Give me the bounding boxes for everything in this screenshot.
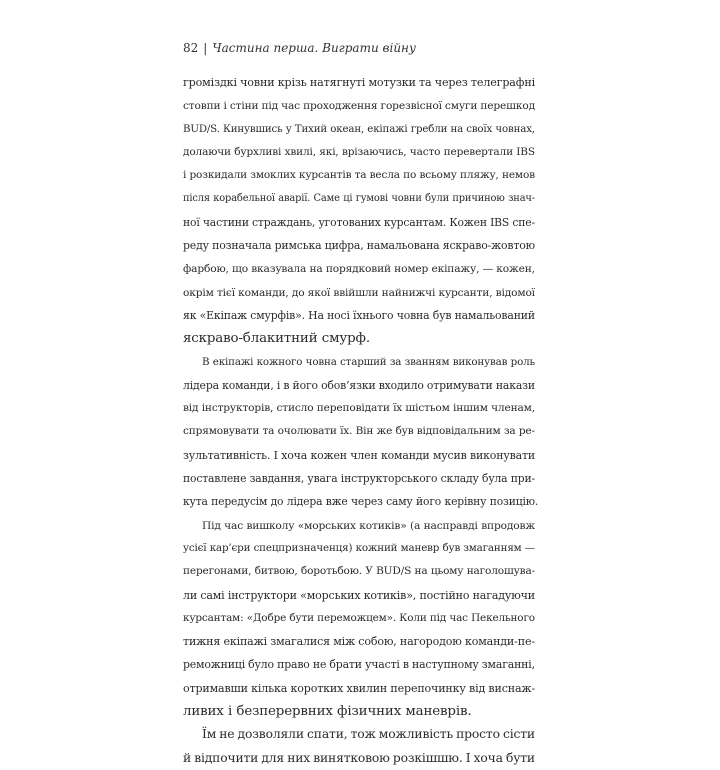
text-line: стовпи і стіни під час проходження горезвісної смуги перешкод bbox=[183, 99, 535, 113]
text-line: поставлене завдання, увага інструкторського складу була при- bbox=[183, 472, 535, 486]
text-line: окрім тієї команди, до якої ввійшли найнижчі курсанти, відомої bbox=[183, 285, 535, 299]
text-line: усієї кар’єри спецпризначенця) кожний маневр був змаганням — bbox=[183, 541, 535, 554]
header-separator: | bbox=[203, 41, 208, 55]
text-line: перегонами, битвою, боротьбою. У BUD/S на цьому наголошува- bbox=[183, 565, 535, 578]
text-line: В екіпажі кожного човна старший за званням виконував роль bbox=[202, 355, 535, 368]
text-line: спрямовувати та очолювати їх. Він же був відповідальним за ре- bbox=[183, 425, 535, 438]
text-line: і розкидали змоклих курсантів та весла по всьому пляжу, немов bbox=[183, 169, 535, 182]
text-line: ливих і безперервних фізичних маневрів. bbox=[183, 704, 472, 720]
text-line: ли самі інструктори «морських котиків», постійно нагадуючи bbox=[183, 588, 535, 602]
text-line: зультативність. І хоча кожен член команди мусив виконувати bbox=[183, 448, 535, 462]
text-line: й відпочити для них винятковою розкішшю. І хоча бути bbox=[183, 750, 535, 765]
text-line: тижня екіпажі змагалися між собою, нагородою команди-пе- bbox=[183, 635, 535, 649]
text-line: BUD/S. Кинувшись у Тихий океан, екіпажі гребли на своїх човнах, bbox=[183, 123, 535, 135]
text-line: Їм не дозволяли спати, тож можливість просто сісти bbox=[202, 727, 535, 742]
text-line: курсантам: «Добре бути переможцем». Коли під час Пекельного bbox=[183, 611, 535, 624]
text-line: реможниці було право не брати участі в наступному змаганні, bbox=[183, 658, 535, 672]
body-text bbox=[183, 71, 539, 770]
text-line: ної частини страждань, уготованих курсантам. Кожен IBS спе- bbox=[183, 215, 535, 229]
text-line: громіздкі човни крізь натягнуті мотузки та через телеграфні bbox=[183, 76, 535, 89]
text-line: кута передусім до лідера вже через саму його керівну позицію. bbox=[183, 495, 539, 509]
running-head bbox=[183, 40, 416, 56]
text-line: після корабельної аварії. Саме ці гумові човни були причиною знач- bbox=[183, 193, 535, 205]
text-line: долаючи бурхливі хвилі, які, врізаючись, часто перевертали IBS bbox=[183, 145, 535, 158]
section-title: Частина перша. Виграти війну bbox=[212, 41, 416, 55]
text-line: отримавши кілька коротких хвилин перепочинку від виснаж- bbox=[183, 681, 535, 695]
text-line: Під час вишколу «морських котиків» (а насправді впродовж bbox=[202, 518, 535, 532]
text-line: від інструкторів, стисло переповідати їх шістьом іншим членам, bbox=[183, 402, 535, 415]
text-line: реду позначала римська цифра, намальована яскраво-жовтою bbox=[183, 239, 535, 253]
page-number: 82 bbox=[183, 41, 199, 55]
text-line: лідера команди, і в його обов’язки входило отримувати накази bbox=[183, 378, 535, 392]
text-line: яскраво-блакитний смурф. bbox=[183, 331, 370, 347]
text-line: фарбою, що вказувала на порядковий номер екіпажу, — кожен, bbox=[183, 262, 535, 276]
text-line: як «Екіпаж смурфів». На носі їхнього човна був намальований bbox=[183, 308, 535, 322]
